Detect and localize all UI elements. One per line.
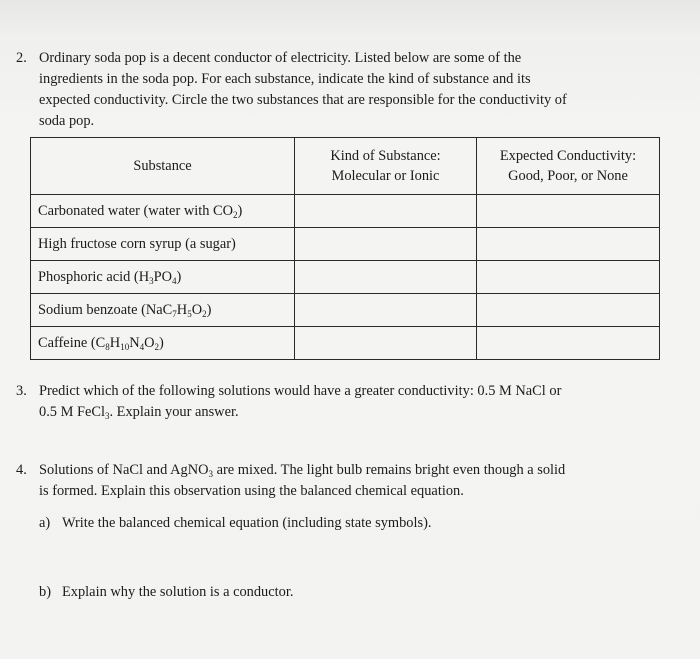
table-row bbox=[31, 261, 660, 294]
table-row bbox=[31, 195, 660, 228]
question-2-line-4: soda pop. bbox=[39, 113, 95, 129]
question-2 bbox=[16, 48, 686, 138]
header-substance: Substance bbox=[31, 138, 295, 195]
header-kind: Kind of Substance: Molecular or Ionic bbox=[295, 138, 477, 195]
conductivity-cell[interactable] bbox=[477, 195, 660, 228]
question-2-number: 2. bbox=[16, 50, 27, 66]
substance-table bbox=[30, 137, 660, 360]
conductivity-cell[interactable] bbox=[477, 294, 660, 327]
question-3-line-2: 0.5 M FeCl$_3$. Explain your answer. bbox=[39, 404, 239, 421]
kind-cell[interactable] bbox=[295, 195, 477, 228]
question-4-number: 4. bbox=[16, 462, 27, 478]
kind-cell[interactable] bbox=[295, 261, 477, 294]
question-4b bbox=[16, 582, 686, 604]
kind-cell[interactable] bbox=[295, 294, 477, 327]
page-header-strip bbox=[0, 0, 700, 34]
kind-cell[interactable] bbox=[295, 228, 477, 261]
conductivity-cell[interactable] bbox=[477, 228, 660, 261]
question-3-number: 3. bbox=[16, 383, 27, 399]
conductivity-cell[interactable] bbox=[477, 327, 660, 360]
question-4b-label: b) bbox=[39, 584, 51, 600]
table-header-row bbox=[31, 138, 660, 195]
question-4a-label: a) bbox=[39, 515, 51, 531]
kind-cell[interactable] bbox=[295, 327, 477, 360]
table-row bbox=[31, 228, 660, 261]
substance-cell: High fructose corn syrup (a sugar) bbox=[31, 228, 295, 261]
substance-cell: Carbonated water (water with $CO_2$) bbox=[31, 195, 295, 228]
question-3-line-1: Predict which of the following solutions would have a greater conductivity: 0.5 M NaCl or bbox=[39, 383, 562, 399]
substance-cell: Phosphoric acid $(H_3PO_4)$ bbox=[31, 261, 295, 294]
conductivity-cell[interactable] bbox=[477, 261, 660, 294]
table-row bbox=[31, 327, 660, 360]
header-conductivity: Expected Conductivity: Good, Poor, or None bbox=[477, 138, 660, 195]
question-2-line-1: Ordinary soda pop is a decent conductor of electricity. Listed below are some of the bbox=[39, 50, 522, 66]
question-4b-text: Explain why the solution is a conductor. bbox=[62, 584, 294, 600]
question-4a-text: Write the balanced chemical equation (including state symbols). bbox=[62, 515, 432, 531]
question-3 bbox=[16, 381, 686, 427]
table-row bbox=[31, 294, 660, 327]
substance-cell: Sodium benzoate $(NaC_7H_5O_2)$ bbox=[31, 294, 295, 327]
question-4-line-2: is formed. Explain this observation using the balanced chemical equation. bbox=[39, 483, 464, 499]
question-4 bbox=[16, 460, 686, 540]
question-2-line-3: expected conductivity. Circle the two substances that are responsible for the conductivity of bbox=[39, 92, 567, 108]
substance-cell: Caffeine $(C_8H_{10}N_4O_2)$ bbox=[31, 327, 295, 360]
question-2-line-2: ingredients in the soda pop. For each substance, indicate the kind of substance and its bbox=[39, 71, 531, 87]
question-4-line-1: Solutions of NaCl and AgNO$_3$ are mixed. The light bulb remains bright even though a solid bbox=[39, 462, 566, 479]
